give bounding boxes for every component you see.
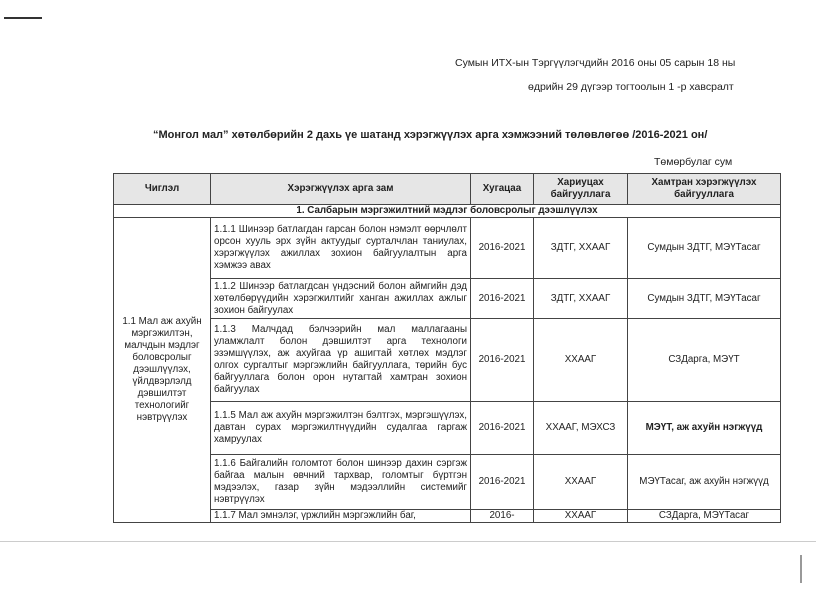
table-row (114, 218, 781, 279)
location-label: Төмөрбулаг сум (654, 156, 733, 168)
partners-cell: МЭҮТ, аж ахуйн нэгжүүд (628, 402, 781, 455)
period-cell: 2016-2021 (471, 319, 534, 402)
period-cell: 2016-2021 (471, 402, 534, 455)
header-partners: Хамтран хэрэгжүүлэх байгууллага (628, 174, 781, 205)
measure-cell: 1.1.6 Байгалийн голомтот болон шинээр дахин сэргэж байгаа малын өвчний тархвар, голомтыг бүртгэн мэдээлэх, газар зүйн мэдээллийн системийг нэвтрүүлэх (211, 455, 471, 510)
scan-corner-mark (4, 17, 42, 19)
table-row (114, 279, 781, 319)
section-title: 1. Салбарын мэргэжилтний мэдлэг боловсролыг дээшлүүлэх (114, 205, 781, 218)
period-cell: 2016- (471, 510, 534, 523)
reference-line-2: өдрийн 29 дүгээр тогтоолын 1 -р хавсралт (528, 81, 734, 93)
measure-cell: 1.1.5 Мал аж ахуйн мэргэжилтэн бэлтгэх, мэргэшүүлэх, давтан сурах мэргэжилтнүүдийн судалгаа гаргаж хамруулах (211, 402, 471, 455)
scan-edge-mark (800, 555, 802, 583)
measure-cell: 1.1.2 Шинээр батлагдсан үндэсний болон аймгийн дэд хөтөлбөрүүдийн хэрэгжилтийг ханган ажиллах ажлыг зохион байгуулах (211, 279, 471, 319)
action-plan-table (113, 173, 781, 523)
table-row (114, 510, 781, 523)
direction-cell: 1.1 Мал аж ахуйн мэргэжилтэн, малчдын мэдлэг боловсролыг дээшлүүлэх, үйлдвэрлэлд дэвшилтэт технологийг нэвтрүүлэх (114, 218, 211, 523)
table-row (114, 455, 781, 510)
header-measure: Хэрэгжүүлэх арга зам (211, 174, 471, 205)
section-row (114, 205, 781, 218)
period-cell: 2016-2021 (471, 279, 534, 319)
reference-line-1: Сумын ИТХ-ын Тэргүүлэгчдийн 2016 оны 05 сарын 18 ны (455, 57, 736, 69)
header-responsible: Хариуцах байгууллага (534, 174, 628, 205)
responsible-cell: ЗДТГ, ХХААГ (534, 279, 628, 319)
period-cell: 2016-2021 (471, 218, 534, 279)
header-direction: Чиглэл (114, 174, 211, 205)
document-title: “Монгол мал” хөтөлбөрийн 2 дахь үе шатанд хэрэгжүүлэх арга хэмжээний төлөвлөгөө /2016-2021 он/ (153, 129, 708, 141)
responsible-cell: ХХААГ (534, 455, 628, 510)
partners-cell: Сумдын ЗДТГ, МЭҮТасаг (628, 279, 781, 319)
partners-cell: СЗДарга, МЭҮТасаг (628, 510, 781, 523)
table-header-row (114, 174, 781, 205)
responsible-cell: ХХААГ (534, 510, 628, 523)
measure-cell: 1.1.1 Шинээр батлагдан гарсан болон нэмэлт өөрчлөлт орсон хууль эрх зүйн актуудыг сурталчлан таниулах, хэрэгжүүлэх ажиллах зохион байгуулалтын арга хэмжээ авах (211, 218, 471, 279)
table-row (114, 319, 781, 402)
responsible-cell: ХХААГ (534, 319, 628, 402)
measure-cell: 1.1.3 Малчдад бэлчээрийн мал маллагааны уламжлалт болон дэвшилтэт арга технологи эзэмшүүлэх, аж ахуйгаа үр ашигтай хөтлөх мэдлэг олгох сургалтыг мэргэжлийн байгууллага, төрийн бус байгууллага болон орон нутагтай хамтран зохион байгуулах (211, 319, 471, 402)
period-cell: 2016-2021 (471, 455, 534, 510)
table-row (114, 402, 781, 455)
responsible-cell: ХХААГ, МЭХСЗ (534, 402, 628, 455)
partners-cell: СЗДарга, МЭҮТ (628, 319, 781, 402)
partners-cell: МЭҮТасаг, аж ахуйн нэгжүүд (628, 455, 781, 510)
measure-cell: 1.1.7 Мал эмнэлэг, үржлийн мэргэжлийн баг, (211, 510, 471, 523)
responsible-cell: ЗДТГ, ХХААГ (534, 218, 628, 279)
header-period: Хугацаа (471, 174, 534, 205)
partners-cell: Сумдын ЗДТГ, МЭҮТасаг (628, 218, 781, 279)
scan-edge-line (0, 541, 816, 542)
